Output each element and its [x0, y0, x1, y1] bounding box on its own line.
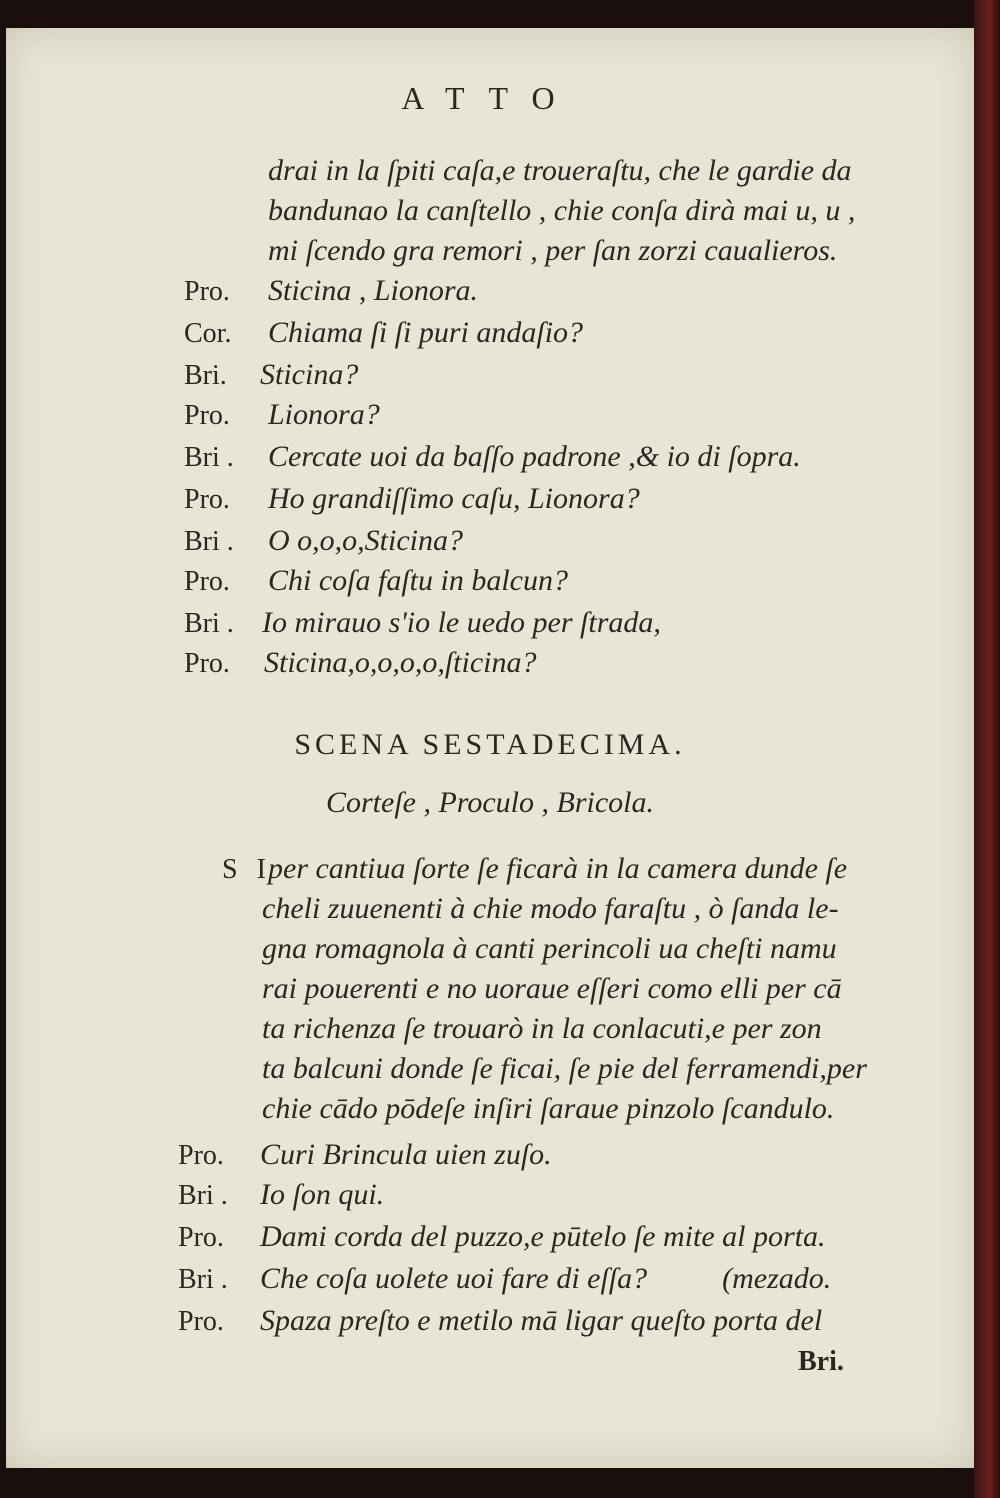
speaker-label: Bri . — [184, 442, 234, 473]
speaker-label: Pro. — [178, 1140, 224, 1171]
catchword: Bri. — [798, 1346, 844, 1377]
dialogue-line: Sticina , Lionora. — [268, 274, 479, 307]
verse-line: mi ſcendo gra remori , per ſan zorzi caualieros. — [268, 234, 838, 267]
book-page — [6, 28, 974, 1468]
book-edge — [974, 0, 1000, 1498]
speaker-label: Pro. — [184, 276, 230, 307]
speech-line: rai pouerenti e no uoraue eſſeri como elli per cā — [262, 972, 842, 1005]
speaker-label: Cor. — [184, 318, 232, 349]
dialogue-line: Chi coſa faſtu in balcun? — [268, 564, 568, 597]
dialogue-line: Chiama ſi ſi puri andaſio? — [268, 316, 584, 349]
speech-line: chie cādo pōdeſe inſiri ſaraue pinzolo ſcandulo. — [262, 1092, 835, 1125]
dialogue-line: Spaza preſto e metilo mā ligar queſto porta del — [260, 1304, 823, 1337]
dialogue-line: Lionora? — [268, 398, 380, 431]
speech-line: cheli zuuenenti à chie modo faraſtu , ò ſanda le- — [262, 892, 839, 925]
speaker-label: Bri . — [184, 608, 234, 639]
verse-line: drai in la ſpiti caſa,e troueraſtu, che le gardie da — [268, 154, 852, 187]
speech-line: per cantiua ſorte ſe ficarà in la camera dunde ſe — [268, 852, 848, 885]
speaker-label: Pro. — [184, 400, 230, 431]
dialogue-line: O o,o,o,Sticina? — [268, 524, 463, 557]
speaker-label: Bri . — [178, 1180, 228, 1211]
dialogue-line: Dami corda del puzzo,e pūtelo ſe mite al porta. — [260, 1220, 826, 1253]
speaker-label: Pro. — [178, 1222, 224, 1253]
dialogue-line: Curi Brincula uien zuſo. — [260, 1138, 552, 1171]
speech-line: ta balcuni donde ſe ficai, ſe pie del ferramendi,per — [262, 1052, 867, 1085]
speaker-label: Pro. — [184, 566, 230, 597]
speaker-label: Pro. — [178, 1306, 224, 1337]
dialogue-line: Io mirauo s'io le uedo per ſtrada, — [262, 606, 661, 639]
speaker-label: Bri . — [184, 526, 234, 557]
dialogue-line: Ho grandiſſimo caſu, Lionora? — [268, 482, 640, 515]
page-text — [6, 28, 974, 1468]
speaker-label: Pro. — [184, 648, 230, 679]
speaker-label: Bri . — [178, 1264, 228, 1295]
running-header: ATTO — [401, 80, 579, 116]
verse-line: bandunao la canſtello , chie conſa dirà mai u, u , — [268, 194, 856, 227]
dialogue-line: Io ſon qui. — [260, 1178, 385, 1211]
speech-line: ta richenza ſe trouarò in la conlacuti,e per zon — [262, 1012, 822, 1045]
speech-line: gna romagnola à canti perincoli ua cheſti namu — [262, 932, 837, 965]
speech-initial: S I — [222, 854, 272, 885]
speaker-label: Pro. — [184, 484, 230, 515]
dialogue-line: Sticina? — [260, 358, 359, 391]
dialogue-line: Che coſa uolete uoi fare di eſſa? (mezado. — [260, 1262, 832, 1295]
dialogue-line: Sticina,o,o,o,o,ſticina? — [264, 646, 537, 679]
speaker-label: Bri. — [184, 360, 227, 391]
dialogue-line: Cercate uoi da baſſo padrone ,& io di ſopra. — [268, 440, 801, 473]
scene-persons: Corteſe , Proculo , Bricola. — [325, 786, 654, 819]
scene-title: SCENA SESTADECIMA. — [294, 728, 686, 761]
